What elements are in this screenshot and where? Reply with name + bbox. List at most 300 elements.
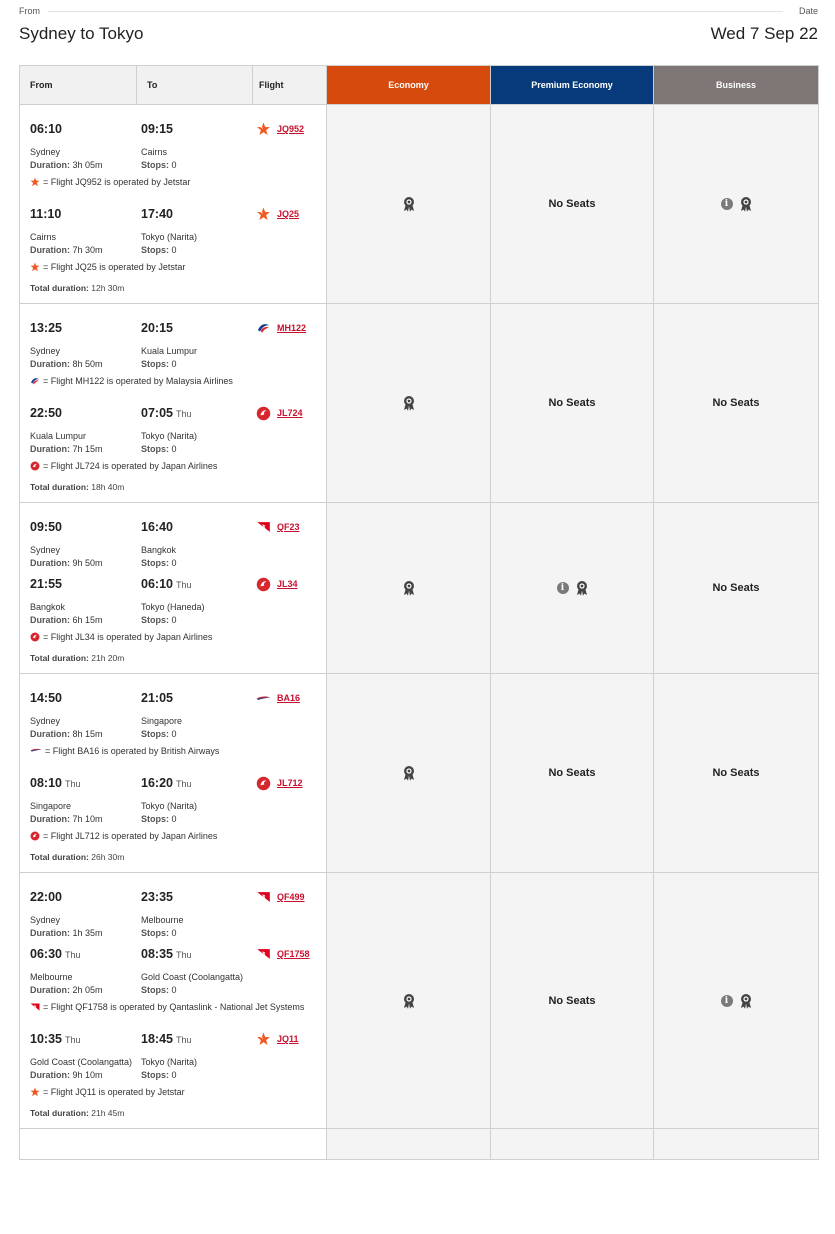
segment-stops xyxy=(141,443,251,456)
operated-by-text: = Flight JQ11 is operated by Jetstar xyxy=(43,1087,185,1097)
segment-duration xyxy=(30,557,141,570)
arrival-time-value: 23:35 xyxy=(141,890,173,904)
duration-label: Duration: xyxy=(30,160,70,170)
operated-by-note xyxy=(30,259,316,275)
flight-segment xyxy=(30,759,316,844)
arrival-time xyxy=(141,321,173,335)
jetstar-star-icon xyxy=(30,1087,40,1097)
segment-stops xyxy=(141,358,251,371)
flight-segment xyxy=(30,570,316,645)
flight-carrier-code: QF xyxy=(277,892,290,902)
operated-by-note xyxy=(30,373,316,389)
arrival-time xyxy=(141,406,192,420)
premium-economy-availability-cell[interactable] xyxy=(491,503,654,674)
flight-carrier-code: JQ xyxy=(277,124,290,134)
departure-time-value: 22:00 xyxy=(30,890,62,904)
flight-number-link[interactable] xyxy=(277,408,303,418)
malaysia-airlines-icon xyxy=(256,321,271,335)
flight-number-digits: 16 xyxy=(290,693,301,703)
arrival-time xyxy=(141,207,173,221)
arrival-time xyxy=(141,691,173,705)
flight-number-cell xyxy=(256,122,304,136)
from-label: From xyxy=(19,6,40,16)
flight-number-link[interactable] xyxy=(277,209,299,219)
segment-stops xyxy=(141,557,251,570)
stops-value: 0 xyxy=(171,615,177,625)
flight-number-cell xyxy=(256,577,298,591)
segment-stops xyxy=(141,614,251,627)
stops-value: 0 xyxy=(171,814,177,824)
duration-value: 3h 05m xyxy=(72,160,103,170)
arrival-time-value: 20:15 xyxy=(141,321,173,335)
flight-number-cell xyxy=(256,520,300,534)
destination-city: Tokyo (Narita) xyxy=(141,801,198,811)
stops-value: 0 xyxy=(171,444,177,454)
flight-number-link[interactable] xyxy=(277,323,306,333)
origin-city: Sydney xyxy=(30,147,61,157)
duration-label: Duration: xyxy=(30,615,70,625)
segment-duration xyxy=(30,443,141,456)
itinerary-cell xyxy=(20,503,327,674)
qantas-icon xyxy=(256,890,271,904)
economy-header[interactable]: Economy xyxy=(327,66,491,105)
departure-time xyxy=(30,691,62,705)
flight-number-link[interactable] xyxy=(277,693,300,703)
duration-value: 7h 15m xyxy=(72,444,103,454)
destination-city: Gold Coast (Coolangatta) xyxy=(141,972,244,982)
destination-city: Tokyo (Narita) xyxy=(141,232,198,242)
award-icon[interactable] xyxy=(576,580,588,596)
operated-by-text: = Flight JL724 is operated by Japan Airlines xyxy=(43,461,218,471)
departure-time-value: 14:50 xyxy=(30,691,62,705)
departure-time xyxy=(30,207,61,221)
departure-time-value: 06:30 xyxy=(30,947,62,961)
arrival-day: Thu xyxy=(175,580,192,590)
operated-by-note xyxy=(30,743,316,759)
duration-value: 6h 15m xyxy=(72,615,103,625)
economy-availability-cell[interactable] xyxy=(327,873,491,1129)
arrival-time xyxy=(141,1032,192,1046)
availability-cell xyxy=(327,1129,491,1160)
total-duration xyxy=(30,482,316,492)
duration-value: 9h 50m xyxy=(72,558,103,568)
flight-number-cell xyxy=(256,691,300,705)
stops-label: Stops: xyxy=(141,245,169,255)
operated-by-text: = Flight QF1758 is operated by Qantaslink - National Jet Systems xyxy=(43,1002,305,1012)
departure-time-value: 10:35 xyxy=(30,1032,62,1046)
arrival-time-value: 06:10 xyxy=(141,577,173,591)
business-availability-cell xyxy=(654,674,819,873)
duration-label: Duration: xyxy=(30,1070,70,1080)
stops-value: 0 xyxy=(171,558,177,568)
qantas-icon xyxy=(256,520,271,534)
stops-label: Stops: xyxy=(141,814,169,824)
economy-availability-cell[interactable] xyxy=(327,674,491,873)
destination-city: Tokyo (Narita) xyxy=(141,1057,198,1067)
flight-number-digits: 1758 xyxy=(289,949,310,959)
arrival-time-value: 17:40 xyxy=(141,207,173,221)
stops-label: Stops: xyxy=(141,985,169,995)
flight-number-digits: 11 xyxy=(289,1034,299,1044)
flight-segment xyxy=(30,684,316,759)
flight-number-digits: 499 xyxy=(289,892,305,902)
segment-duration xyxy=(30,159,141,172)
flight-segment xyxy=(30,190,316,275)
stops-value: 0 xyxy=(171,245,177,255)
origin-city: Cairns xyxy=(30,232,57,242)
malaysia-airlines-icon xyxy=(30,376,40,386)
economy-availability-cell[interactable] xyxy=(327,304,491,503)
premium-economy-availability-cell xyxy=(491,105,654,304)
flight-number-link[interactable] xyxy=(277,579,298,589)
flight-number-digits: 712 xyxy=(287,778,303,788)
segment-stops xyxy=(141,927,251,940)
no-seats-label: No Seats xyxy=(712,582,760,594)
origin-city: Bangkok xyxy=(30,602,66,612)
departure-time xyxy=(30,321,62,335)
segment-duration xyxy=(30,984,141,997)
total-duration-value: 21h 20m xyxy=(91,653,125,663)
award-icon[interactable] xyxy=(740,993,752,1009)
flight-segment xyxy=(30,314,316,389)
operated-by-note xyxy=(30,999,316,1015)
premium-economy-availability-cell xyxy=(491,873,654,1129)
segment-stops xyxy=(141,159,251,172)
award-icon[interactable] xyxy=(403,196,415,212)
itinerary-cell xyxy=(20,674,327,873)
arrival-time-value: 21:05 xyxy=(141,691,173,705)
no-seats-label: No Seats xyxy=(712,397,760,409)
arrival-time xyxy=(141,122,173,136)
duration-value: 7h 10m xyxy=(72,814,103,824)
departure-time-value: 11:10 xyxy=(30,207,62,221)
japan-airlines-icon xyxy=(30,632,40,642)
stops-value: 0 xyxy=(171,928,177,938)
flight-number-link[interactable] xyxy=(277,124,304,134)
flight-option-row xyxy=(20,105,819,304)
total-duration xyxy=(30,852,316,862)
operated-by-text: = Flight MH122 is operated by Malaysia Airlines xyxy=(43,376,233,386)
total-duration-label: Total duration: xyxy=(30,482,89,492)
flight-option-row xyxy=(20,304,819,503)
jetstar-star-icon xyxy=(256,1032,271,1046)
duration-value: 8h 50m xyxy=(72,359,103,369)
departure-time xyxy=(30,122,62,136)
stops-label: Stops: xyxy=(141,160,169,170)
flight-number-link[interactable] xyxy=(277,522,300,532)
business-availability-cell xyxy=(654,503,819,674)
no-seats-label: No Seats xyxy=(548,397,596,409)
operated-by-note xyxy=(30,458,316,474)
operated-by-text: = Flight JQ25 is operated by Jetstar xyxy=(43,262,186,272)
stops-label: Stops: xyxy=(141,444,169,454)
flight-number-link[interactable] xyxy=(277,949,310,959)
operated-by-text: = Flight JQ952 is operated by Jetstar xyxy=(43,177,191,187)
total-duration-value: 21h 45m xyxy=(91,1108,125,1118)
departure-day: Thu xyxy=(64,779,81,789)
flight-segment xyxy=(30,389,316,474)
departure-time-value: 13:25 xyxy=(30,321,62,335)
premium-economy-availability-cell xyxy=(491,304,654,503)
flight-segment xyxy=(30,513,316,570)
stops-value: 0 xyxy=(171,985,177,995)
total-duration-label: Total duration: xyxy=(30,283,89,293)
economy-availability-cell[interactable] xyxy=(327,105,491,304)
destination-city: Bangkok xyxy=(141,545,177,555)
flight-carrier-code: JL xyxy=(277,778,288,788)
economy-availability-cell[interactable] xyxy=(327,503,491,674)
departure-time xyxy=(30,947,81,961)
flight-number-cell xyxy=(256,890,305,904)
duration-label: Duration: xyxy=(30,444,70,454)
stops-value: 0 xyxy=(171,359,177,369)
business-availability-cell[interactable] xyxy=(654,105,819,304)
duration-label: Duration: xyxy=(30,985,70,995)
premium-economy-availability-cell xyxy=(491,674,654,873)
destination-city: Tokyo (Haneda) xyxy=(141,602,205,612)
operated-by-text: = Flight BA16 is operated by British Airways xyxy=(45,746,220,756)
arrival-time-value: 07:05 xyxy=(141,406,173,420)
stops-label: Stops: xyxy=(141,558,169,568)
arrival-day: Thu xyxy=(175,950,192,960)
flight-option-row xyxy=(20,873,819,1129)
segment-duration xyxy=(30,927,141,940)
flight-carrier-code: JL xyxy=(277,579,288,589)
british-airways-icon xyxy=(30,746,42,754)
stops-label: Stops: xyxy=(141,1070,169,1080)
flight-option-row xyxy=(20,503,819,674)
flight-carrier-code: BA xyxy=(277,693,290,703)
duration-value: 7h 30m xyxy=(72,245,103,255)
total-duration-value: 26h 30m xyxy=(91,852,125,862)
arrival-time-value: 09:15 xyxy=(141,122,173,136)
flight-number-cell xyxy=(256,406,303,420)
stops-value: 0 xyxy=(171,160,177,170)
destination-city: Singapore xyxy=(141,716,183,726)
no-seats-label: No Seats xyxy=(712,767,760,779)
arrival-day: Thu xyxy=(175,1035,192,1045)
award-icon[interactable] xyxy=(403,993,415,1009)
arrival-time-value: 16:40 xyxy=(141,520,173,534)
flight-carrier-code: JQ xyxy=(277,209,290,219)
arrival-time-value: 18:45 xyxy=(141,1032,173,1046)
duration-label: Duration: xyxy=(30,359,70,369)
col-to-header[interactable]: To xyxy=(137,66,253,104)
arrival-time xyxy=(141,577,192,591)
departure-time-value: 06:10 xyxy=(30,122,62,136)
segment-stops xyxy=(141,984,251,997)
flight-option-row xyxy=(20,1129,819,1160)
segment-stops xyxy=(141,728,251,741)
itinerary-header xyxy=(20,66,327,105)
flight-number-digits: 724 xyxy=(287,408,303,418)
premium-economy-header[interactable]: Premium Economy xyxy=(491,66,654,105)
arrival-day: Thu xyxy=(175,779,192,789)
flight-number-link[interactable] xyxy=(277,892,305,902)
route-header xyxy=(0,0,835,60)
operated-by-note xyxy=(30,629,316,645)
flight-number-link[interactable] xyxy=(277,1034,299,1044)
stops-label: Stops: xyxy=(141,729,169,739)
flight-segment xyxy=(30,1015,316,1100)
segment-duration xyxy=(30,244,141,257)
flight-number-link[interactable] xyxy=(277,778,303,788)
flight-option-row xyxy=(20,674,819,873)
total-duration-value: 18h 40m xyxy=(91,482,125,492)
origin-city: Sydney xyxy=(30,716,61,726)
flight-number-digits: 952 xyxy=(289,124,305,134)
japan-airlines-icon xyxy=(256,577,271,591)
origin-city: Sydney xyxy=(30,915,61,925)
jetstar-star-icon xyxy=(30,262,40,272)
itinerary-cell xyxy=(20,1129,327,1160)
destination-city: Kuala Lumpur xyxy=(141,346,198,356)
segment-duration xyxy=(30,614,141,627)
duration-label: Duration: xyxy=(30,558,70,568)
jetstar-star-icon xyxy=(30,177,40,187)
duration-label: Duration: xyxy=(30,245,70,255)
duration-value: 8h 15m xyxy=(72,729,103,739)
arrival-time xyxy=(141,520,173,534)
duration-value: 2h 05m xyxy=(72,985,103,995)
travel-date: Wed 7 Sep 22 xyxy=(710,24,818,43)
award-icon[interactable] xyxy=(403,765,415,781)
jetstar-star-icon xyxy=(256,122,271,136)
duration-label: Duration: xyxy=(30,729,70,739)
destination-city: Cairns xyxy=(141,147,168,157)
stops-value: 0 xyxy=(171,1070,177,1080)
flight-number-digits: 122 xyxy=(291,323,307,333)
duration-label: Duration: xyxy=(30,814,70,824)
total-duration-label: Total duration: xyxy=(30,852,89,862)
departure-time xyxy=(30,890,62,904)
destination-city: Tokyo (Narita) xyxy=(141,431,198,441)
info-icon[interactable]: i xyxy=(721,198,733,210)
departure-time xyxy=(30,406,62,420)
arrival-day: Thu xyxy=(175,409,192,419)
route-title: Sydney to Tokyo xyxy=(19,24,144,43)
arrival-time-value: 08:35 xyxy=(141,947,173,961)
british-airways-icon xyxy=(256,691,271,705)
departure-time-value: 09:50 xyxy=(30,520,62,534)
flight-carrier-code: MH xyxy=(277,323,291,333)
stops-label: Stops: xyxy=(141,928,169,938)
departure-time-value: 22:50 xyxy=(30,406,62,420)
operated-by-text: = Flight JL712 is operated by Japan Airlines xyxy=(43,831,218,841)
qantas-icon xyxy=(30,1002,40,1012)
origin-city: Gold Coast (Coolangatta) xyxy=(30,1057,133,1067)
operated-by-note xyxy=(30,828,316,844)
segment-stops xyxy=(141,813,251,826)
origin-city: Sydney xyxy=(30,545,61,555)
japan-airlines-icon xyxy=(256,776,271,790)
jetstar-star-icon xyxy=(256,207,271,221)
qantas-icon xyxy=(256,947,271,961)
arrival-time xyxy=(141,890,173,904)
flight-number-cell xyxy=(256,776,303,790)
total-duration xyxy=(30,283,316,293)
award-icon[interactable] xyxy=(403,395,415,411)
flight-segment xyxy=(30,115,316,190)
flight-carrier-code: JL xyxy=(277,408,288,418)
origin-city: Sydney xyxy=(30,346,61,356)
flight-results-table xyxy=(19,65,819,1160)
segment-duration xyxy=(30,358,141,371)
flight-number-digits: 25 xyxy=(289,209,300,219)
stops-label: Stops: xyxy=(141,615,169,625)
itinerary-cell xyxy=(20,873,327,1129)
table-header-row xyxy=(20,66,819,105)
japan-airlines-icon xyxy=(30,461,40,471)
flight-carrier-code: QF xyxy=(277,949,290,959)
total-duration xyxy=(30,1108,316,1118)
flight-number-digits: 34 xyxy=(287,579,298,589)
arrival-time xyxy=(141,776,192,790)
award-icon[interactable] xyxy=(403,580,415,596)
arrival-time-value: 16:20 xyxy=(141,776,173,790)
info-icon[interactable]: i xyxy=(721,995,733,1007)
total-duration-value: 12h 30m xyxy=(91,283,125,293)
departure-time xyxy=(30,577,62,591)
business-header[interactable]: Business xyxy=(654,66,819,105)
flight-number-digits: 23 xyxy=(289,522,300,532)
segment-duration xyxy=(30,728,141,741)
destination-city: Melbourne xyxy=(141,915,184,925)
flight-segment xyxy=(30,940,316,1015)
operated-by-text: = Flight JL34 is operated by Japan Airlines xyxy=(43,632,213,642)
departure-day: Thu xyxy=(64,950,81,960)
segment-stops xyxy=(141,1069,251,1082)
flight-number-cell xyxy=(256,207,299,221)
no-seats-label: No Seats xyxy=(548,994,596,1007)
flight-carrier-code: QF xyxy=(277,522,290,532)
availability-cell xyxy=(654,1129,819,1160)
arrival-time xyxy=(141,947,192,961)
date-label: Date xyxy=(798,6,818,16)
total-duration xyxy=(30,653,316,663)
flight-number-cell xyxy=(256,321,306,335)
header-divider xyxy=(48,11,783,12)
departure-time-value: 08:10 xyxy=(30,776,62,790)
segment-duration xyxy=(30,1069,141,1082)
operated-by-note xyxy=(30,1084,316,1100)
no-seats-label: No Seats xyxy=(548,198,596,210)
departure-day: Thu xyxy=(64,1035,81,1045)
origin-city: Singapore xyxy=(30,801,72,811)
total-duration-label: Total duration: xyxy=(30,653,89,663)
duration-value: 9h 10m xyxy=(72,1070,103,1080)
flight-carrier-code: JQ xyxy=(277,1034,290,1044)
col-from-header[interactable]: From xyxy=(20,66,137,104)
business-availability-cell xyxy=(654,304,819,503)
total-duration-label: Total duration: xyxy=(30,1108,89,1118)
award-icon[interactable] xyxy=(740,196,752,212)
segment-duration xyxy=(30,813,141,826)
no-seats-label: No Seats xyxy=(548,767,596,779)
info-icon[interactable]: i xyxy=(557,582,569,594)
origin-city: Kuala Lumpur xyxy=(30,431,87,441)
operated-by-note xyxy=(30,174,316,190)
duration-value: 1h 35m xyxy=(72,928,103,938)
availability-cell xyxy=(491,1129,654,1160)
stops-label: Stops: xyxy=(141,359,169,369)
col-flight-header[interactable]: Flight xyxy=(259,80,284,90)
stops-value: 0 xyxy=(171,729,177,739)
departure-time xyxy=(30,520,62,534)
departure-time xyxy=(30,1032,81,1046)
flight-number-cell xyxy=(256,947,310,961)
business-availability-cell[interactable] xyxy=(654,873,819,1129)
